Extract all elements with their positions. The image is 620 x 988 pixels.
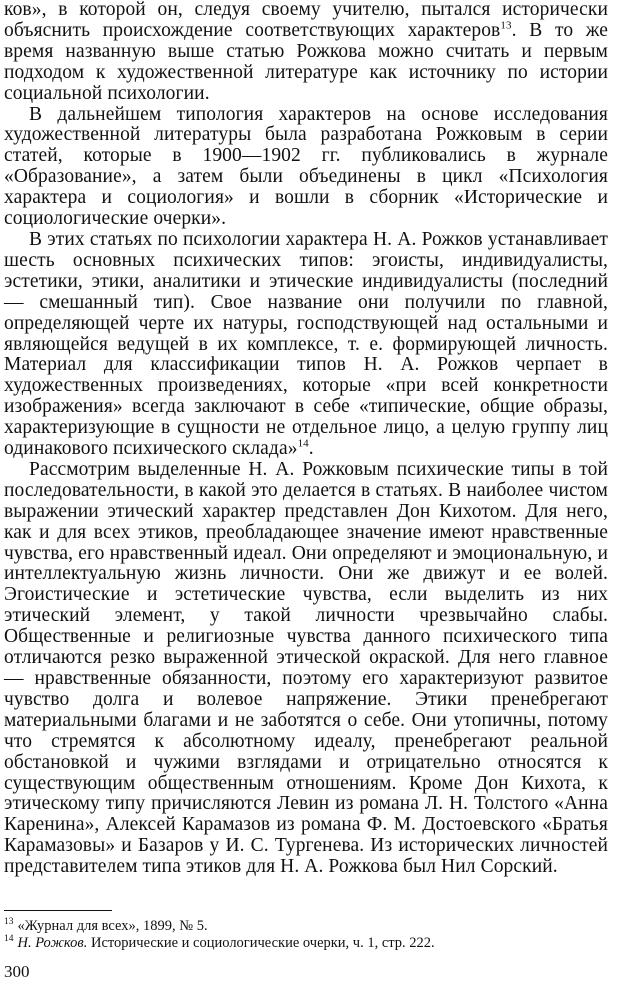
footnote-number: 13: [4, 917, 14, 928]
footnotes: [4, 918, 608, 952]
footnote-13: [4, 918, 608, 935]
footnote-divider: [4, 910, 112, 911]
paragraph-continuation: [4, 0, 608, 105]
paragraph-text: Рассмотрим выделенные Н. А. Рожковым психические типы в той последовательности, в какой это делается в статьях. В наиболее чистом выражении этический характер представлен Дон Кихотом. Для него, как и для всех этиков, преобладающее значение имеют нравственные чувства, его нравственный идеал. Они определяют и эмоциональную, и интеллектуальную жизнь личности. Они же движут и ее волей. Эгоистические и эстетические чувства, если выделить из них этический элемент, у такой личности чрезвычайно слабы. Общественные и религиозные чувства данного психического типа отличаются резко выраженной этической окраской. Для него главное — нравственные обязанности, поэтому его характеризуют развитое чувство долга и волевое напряжение. Этики пренебрегают материальными благами и не заботятся о себе. Они утопичны, потому что стремятся к абсолютному идеалу, пренебрегают реальной обстановкой и чужими взглядами и отрицательно относятся к существующим общественным отношениям. Кроме Дон Кихота, к этическому типу причисляются Левин из романа Л. Н. Толстого «Анна Каренина», Алексей Карамазов из романа Ф. М. Достоевского «Братья Карамазовы» и Базаров у И. С. Тургенева. Из исторических личностей представителем типа этиков для Н. А. Рожкова был Нил Сорский.: [4, 458, 608, 878]
footnote-text: «Журнал для всех», 1899, № 5.: [17, 918, 208, 934]
footnote-14: [4, 935, 608, 952]
paragraph-character-types: [4, 230, 608, 460]
page-body: [4, 0, 608, 878]
footnote-text: Исторические и социологические очерки, ч. 1, стр. 222.: [87, 935, 435, 951]
paragraph-text: .: [308, 438, 314, 460]
paragraph-text: В этих статьях по психологии характера Н. А. Рожков устанавливает шесть основных психических типов: эгоисты, индивидуалисты, эстетики, этики, аналитики и этические индивидуалисты (последний — смешанный тип). Свое название они получили по главной, определяющей черте их натуры, господствующей над остальными и являющейся ведущей в их комплексе, т. е. формирующей личность. Материал для классификации типов Н. А. Рожков черпает в художественных произведениях, которые «при всей конкретности изображения» всегда заключают в себе «типические, общие образы, характеризующие в сущности не отдельное лицо, а целую группу лиц одинакового психического склада»: [4, 228, 608, 460]
footnote-ref-13[interactable]: 13: [500, 19, 512, 32]
paragraph-text: ков», в которой он, следуя своему учителю, пытался исторически объяснить происхождение соответствующих характеров: [4, 0, 608, 41]
paragraph-ethical-type: [4, 460, 608, 878]
paragraph-text: В дальнейшем типология характеров на основе исследования художественной литературы была разработана Рожковым в серии статей, которые в 1900—1902 гг. публиковались в журнале «Образование», а затем были объединены в цикл «Психология характера и социология» и вошли в сборник «Исторические и социологические очерки».: [4, 103, 608, 230]
footnote-author: Н. Рожков.: [17, 935, 88, 951]
footnote-ref-14[interactable]: 14: [297, 437, 309, 450]
paragraph-typology: [4, 105, 608, 230]
footnote-number: 14: [4, 934, 14, 945]
page-number: 300: [4, 962, 30, 981]
paragraph-text: . В то же время названную выше статью Рожкова можно считать и первым подходом к художественной литературе как источнику по истории социальной психологии.: [4, 19, 608, 104]
